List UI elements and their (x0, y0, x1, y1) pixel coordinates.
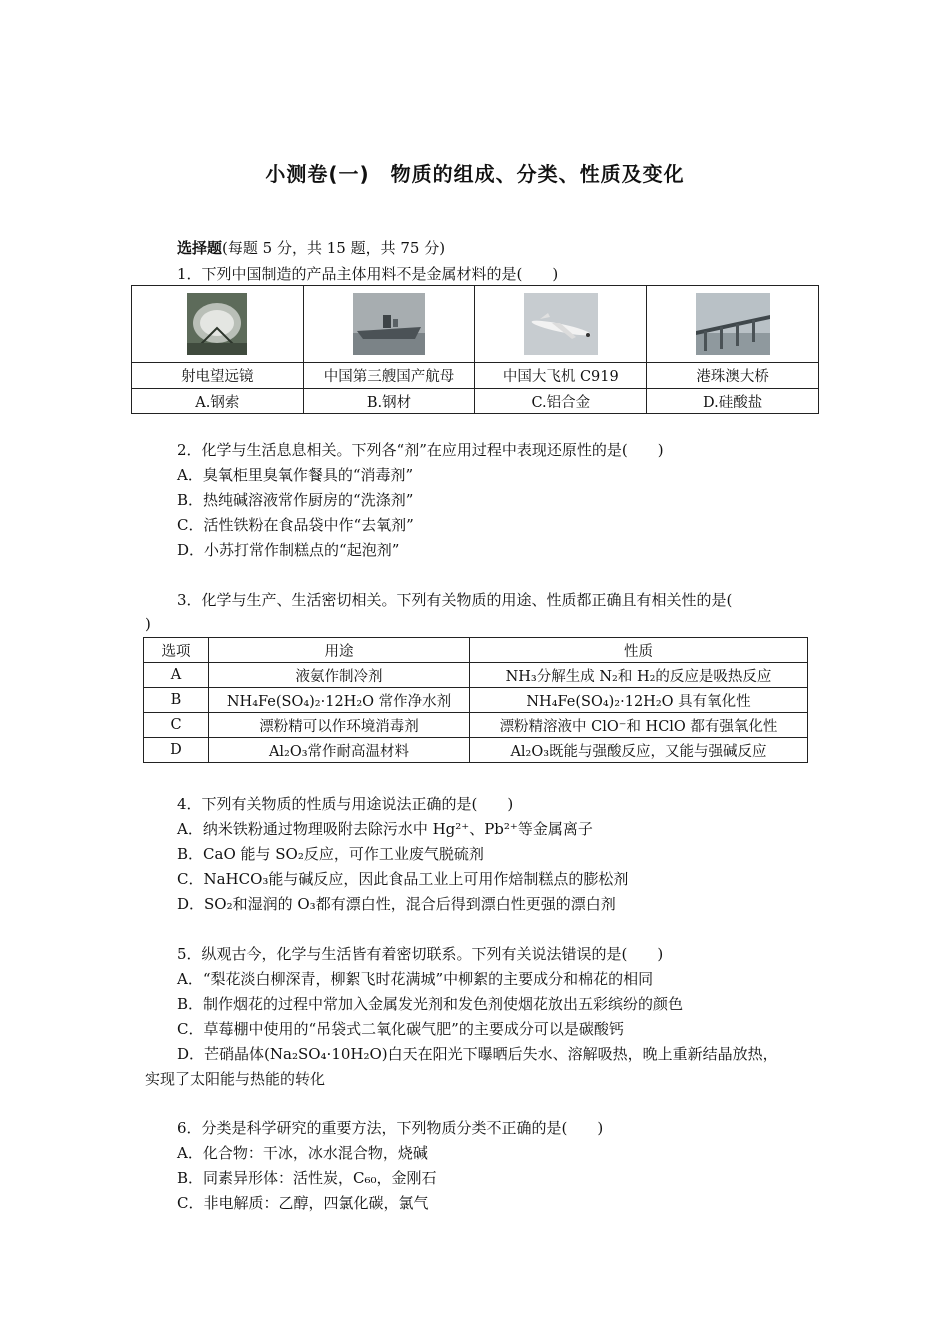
q1-image-cell (647, 286, 819, 363)
q3-header: 性质 (470, 638, 808, 663)
q1-image-cell (303, 286, 475, 363)
q1-image-cell (475, 286, 647, 363)
q1-stem: 1．下列中国制造的产品主体用料不是金属材料的是( ) (177, 265, 559, 283)
q3-cell: 漂粉精可以作环境消毒剂 (209, 713, 470, 738)
q3-stem: 3．化学与生产、生活密切相关。下列有关物质的用途、性质都正确且有相关性的是( (177, 591, 733, 609)
q3-header: 选项 (144, 638, 209, 663)
q3-cell: Al₂O₃常作耐高温材料 (209, 738, 470, 763)
section-label: 选择题 (177, 239, 223, 257)
section-note: (每题 5 分，共 15 题，共 75 分) (222, 239, 446, 257)
q1-name: 中国大飞机 C919 (475, 363, 647, 389)
q5-stem: 5．纵观古今，化学与生活皆有着密切联系。下列有关说法错误的是( ) (177, 945, 664, 963)
q3-cell: A (144, 663, 209, 688)
q2-stem: 2．化学与生活息息相关。下列各“剂”在应用过程中表现还原性的是( ) (177, 441, 664, 459)
q1-option: A.钢索 (132, 389, 304, 414)
q3-cell: 漂粉精溶液中 ClO⁻和 HClO 都有强氧化性 (470, 713, 808, 738)
carrier-photo-icon (353, 293, 425, 355)
q3-cell: C (144, 713, 209, 738)
q5-option: C．草莓棚中使用的“吊袋式二氧化碳气肥”的主要成分可以是碳酸钙 (177, 1020, 624, 1038)
q3-cell: NH₄Fe(SO₄)₂·12H₂O 常作净水剂 (209, 688, 470, 713)
q1-option: B.钢材 (303, 389, 475, 414)
q2-option: A．臭氧柜里臭氧作餐具的“消毒剂” (177, 466, 414, 484)
q2-option: B．热纯碱溶液常作厨房的“洗涤剂” (177, 491, 414, 509)
q5-option: B．制作烟花的过程中常加入金属发光剂和发色剂使烟花放出五彩缤纷的颜色 (177, 995, 684, 1013)
q6-stem: 6．分类是科学研究的重要方法，下列物质分类不正确的是( ) (177, 1119, 604, 1137)
q3-cell: NH₄Fe(SO₄)₂·12H₂O 具有氧化性 (470, 688, 808, 713)
q2-option: D．小苏打常作制糕点的“起泡剂” (177, 541, 400, 559)
q3-cell: B (144, 688, 209, 713)
section-heading (177, 238, 445, 258)
q5-option: D．芒硝晶体(Na₂SO₄·10H₂O)白天在阳光下曝晒后失水、溶解吸热，晚上重新结晶放热， (177, 1045, 778, 1063)
q5-option: A．“梨花淡白柳深青，柳絮飞时花满城”中柳絮的主要成分和棉花的相同 (177, 970, 654, 988)
q3-cell: Al₂O₃既能与强酸反应，又能与强碱反应 (470, 738, 808, 763)
bridge-photo-icon (696, 293, 770, 355)
q6-option: C．非电解质：乙醇，四氯化碳，氯气 (177, 1194, 429, 1212)
q2-option: C．活性铁粉在食品袋中作“去氧剂” (177, 516, 414, 534)
telescope-photo-icon (187, 293, 247, 355)
q1-name: 中国第三艘国产航母 (303, 363, 475, 389)
q6-option: B．同素异形体：活性炭，C₆₀，金刚石 (177, 1169, 437, 1187)
q4-option: D．SO₂和湿润的 O₃都有漂白性，混合后得到漂白性更强的漂白剂 (177, 895, 616, 913)
airplane-photo-icon (524, 293, 598, 355)
q1-option: C.铝合金 (475, 389, 647, 414)
q1-name: 港珠澳大桥 (647, 363, 819, 389)
q3-cell: D (144, 738, 209, 763)
q4-stem: 4．下列有关物质的性质与用途说法正确的是( ) (177, 795, 514, 813)
q6-option: A．化合物：干冰，冰水混合物，烧碱 (177, 1144, 428, 1162)
q4-option: A．纳米铁粉通过物理吸附去除污水中 Hg²⁺、Pb²⁺等金属离子 (177, 820, 593, 838)
q4-option: B．CaO 能与 SO₂反应，可作工业废气脱硫剂 (177, 845, 484, 863)
q3-table (143, 637, 808, 763)
page-title: 小测卷(一) 物质的组成、分类、性质及变化 (265, 162, 685, 186)
q5-continuation: 实现了太阳能与热能的转化 (145, 1070, 326, 1088)
q1-table (131, 285, 819, 414)
q3-cell: NH₃分解生成 N₂和 H₂的反应是吸热反应 (470, 663, 808, 688)
q1-name: 射电望远镜 (132, 363, 304, 389)
q1-option: D.硅酸盐 (647, 389, 819, 414)
q3-cell: 液氨作制冷剂 (209, 663, 470, 688)
q3-stem-end: ) (145, 615, 151, 633)
q1-image-cell (132, 286, 304, 363)
q3-header: 用途 (209, 638, 470, 663)
q4-option: C．NaHCO₃能与碱反应，因此食品工业上可用作焙制糕点的膨松剂 (177, 870, 629, 888)
